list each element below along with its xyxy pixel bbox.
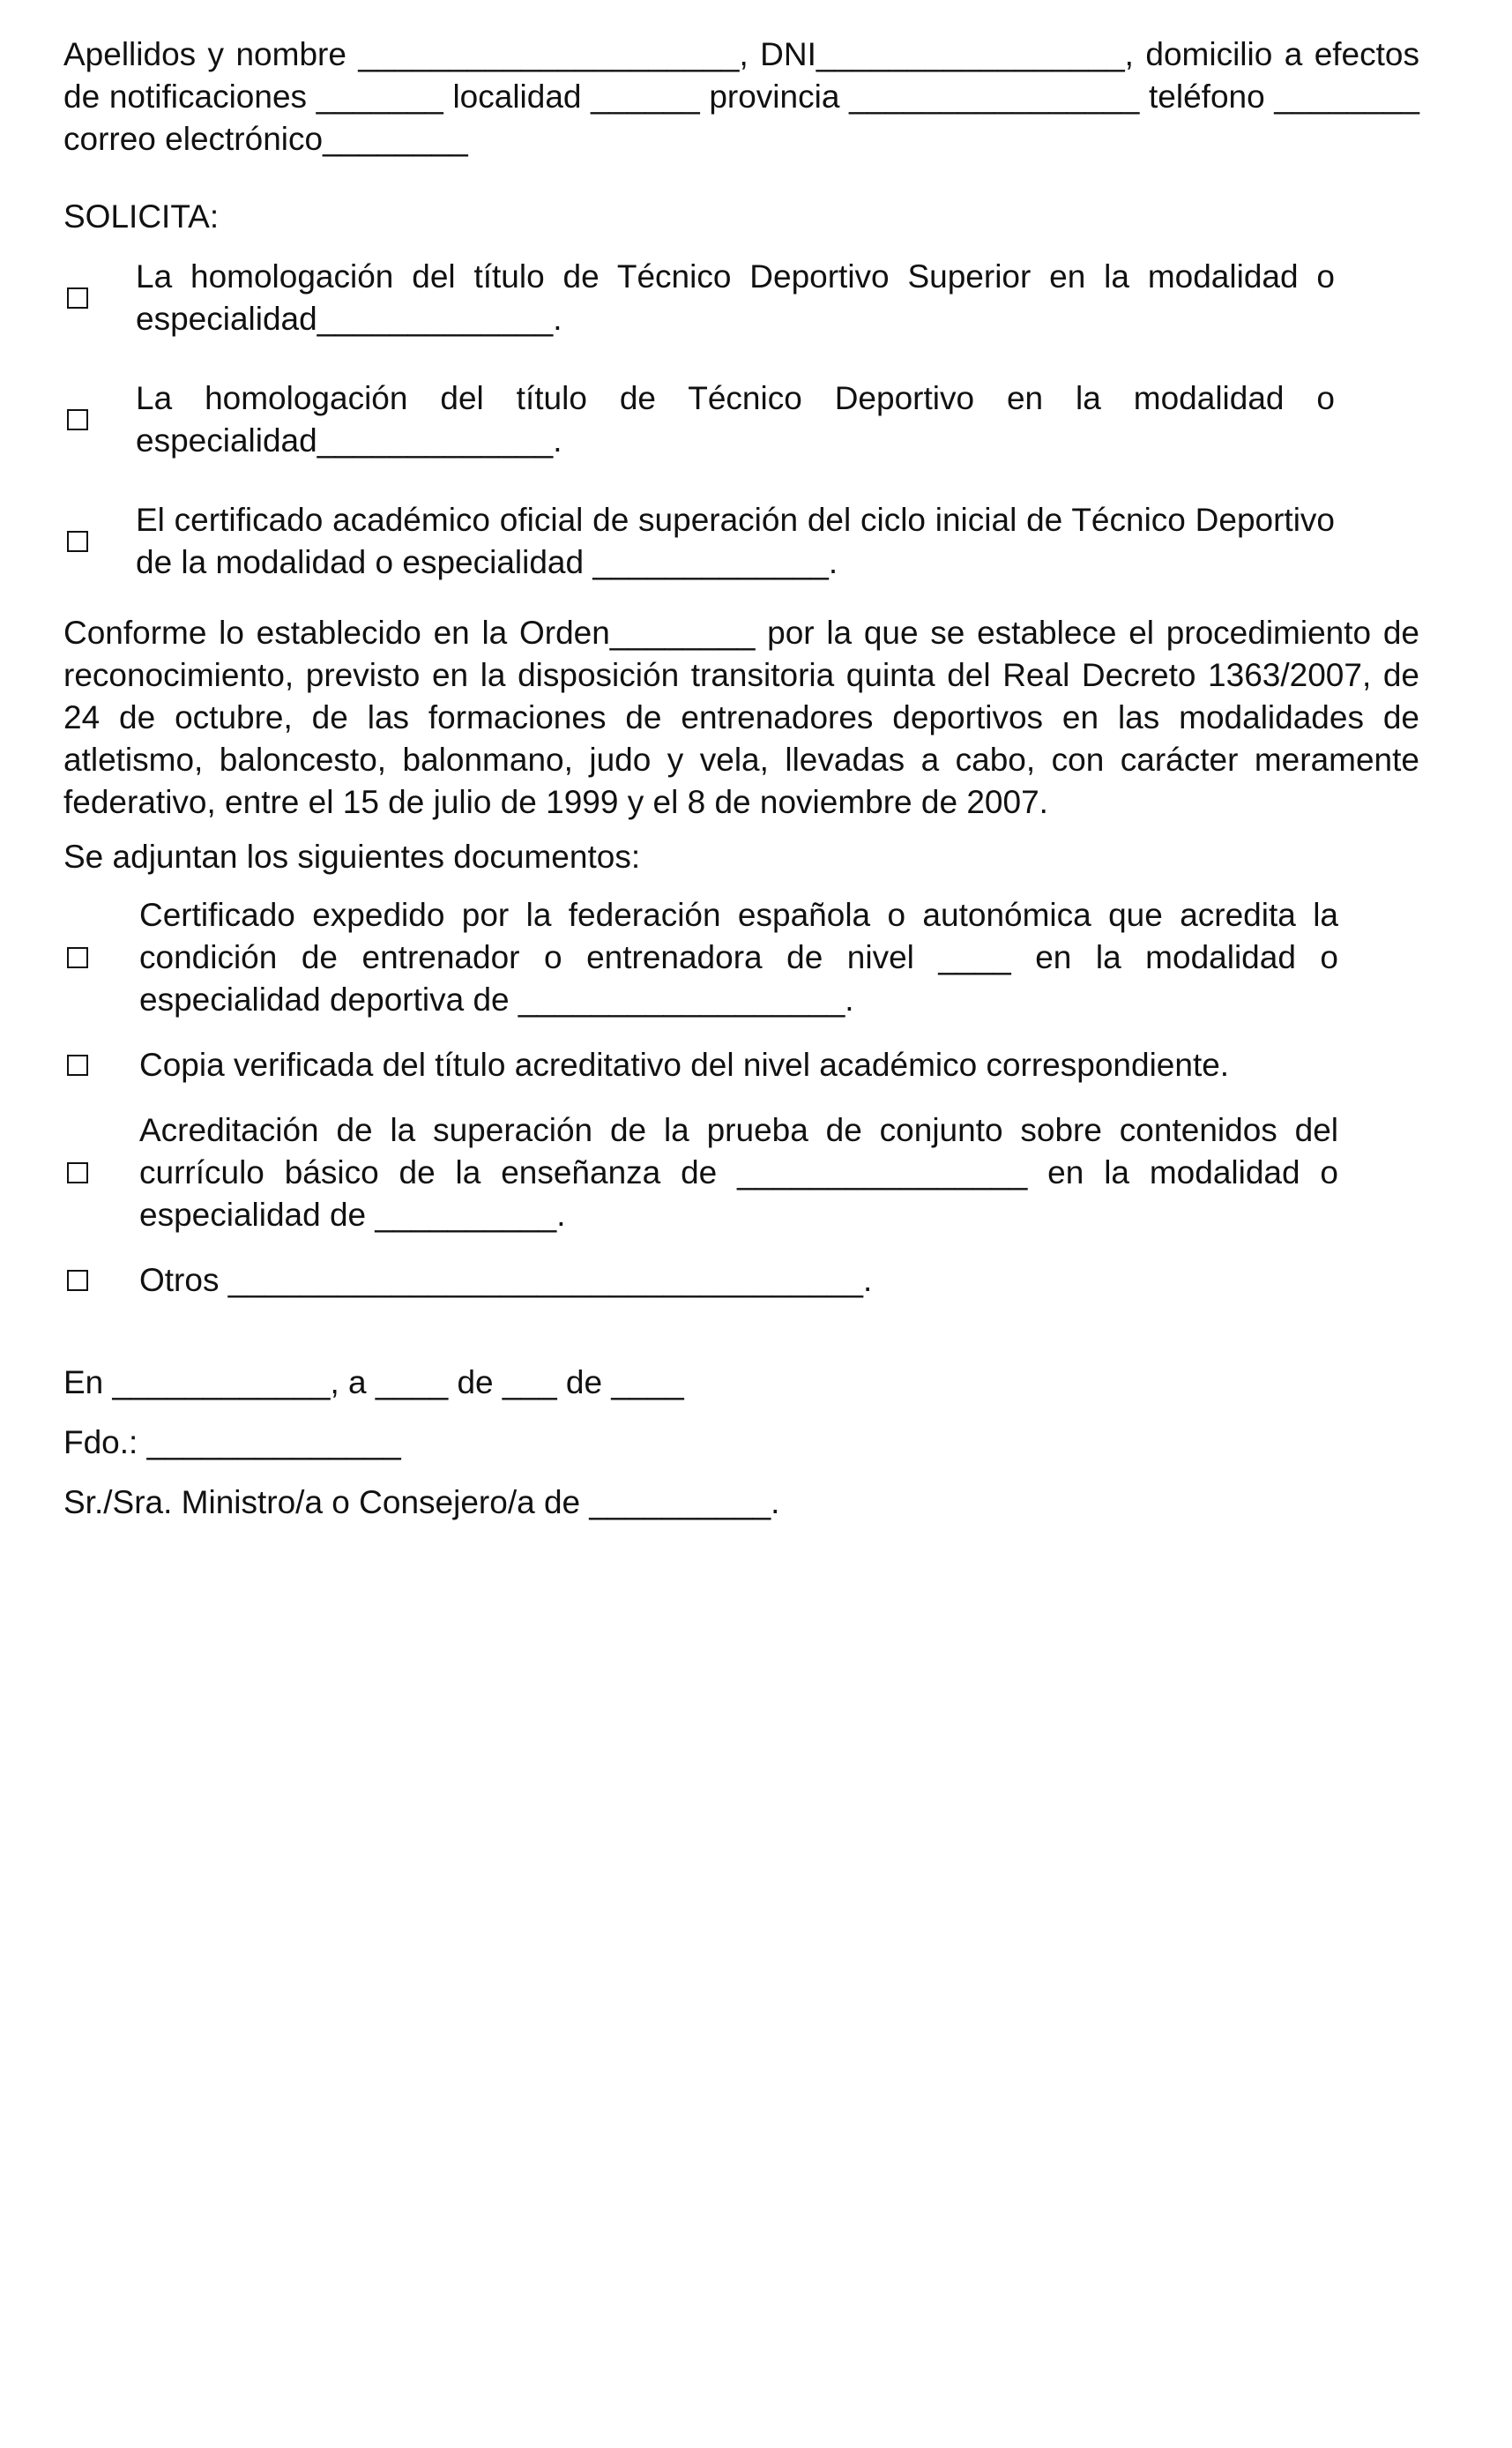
checkbox-icon[interactable]	[67, 409, 88, 430]
checkbox-icon[interactable]	[67, 1270, 88, 1291]
checkbox-icon[interactable]	[67, 1055, 88, 1076]
document-option-text: Certificado expedido por la federación española o autonómica que acredita la condición de entrenador o entrenadora de nivel ____ en la modalidad o especialidad deportiva de __________________.	[139, 897, 1338, 1018]
solicita-heading: SOLICITA:	[63, 198, 220, 235]
closing-section	[63, 1362, 1419, 1524]
document-option-text: Copia verificada del título acreditativo del nivel académico correspondiente.	[139, 1047, 1230, 1083]
document-option[interactable]	[63, 1259, 1419, 1302]
documents-list	[63, 894, 1419, 1302]
form-page	[63, 34, 1419, 1541]
solicita-option-text: La homologación del título de Técnico Deportivo en la modalidad o especialidad_____________.	[136, 380, 1335, 459]
document-option[interactable]	[63, 1109, 1419, 1236]
solicita-option[interactable]	[63, 377, 1419, 462]
solicita-option[interactable]	[63, 256, 1419, 340]
checkbox-icon[interactable]	[67, 947, 88, 968]
addressee-line: Sr./Sra. Ministro/a o Consejero/a de __________.	[63, 1484, 780, 1520]
documents-heading: Se adjuntan los siguientes documentos:	[63, 839, 641, 875]
signature-line: Fdo.: ______________	[63, 1424, 401, 1460]
solicita-option[interactable]	[63, 499, 1419, 584]
document-option-text: Otros ___________________________________.	[139, 1262, 873, 1298]
checkbox-icon[interactable]	[67, 531, 88, 552]
conforme-paragraph: Conforme lo establecido en la Orden________ por la que se establece el procedimiento de reconocimiento, previsto en la disposición transitoria quinta del Real Decreto 1363/2007, de 24 de octubre, de las formaciones de entrenadores deportivos en las modalidades de atletismo, baloncesto, balonmano, judo y vela, llevadas a cabo, con carácter meramente federativo, entre el 15 de julio de 1999 y el 8 de noviembre de 2007.	[63, 615, 1419, 820]
checkbox-icon[interactable]	[67, 287, 88, 309]
document-option[interactable]	[63, 894, 1419, 1021]
document-option[interactable]	[63, 1044, 1419, 1086]
solicita-option-text: La homologación del título de Técnico Deportivo Superior en la modalidad o especialidad_____________.	[136, 258, 1335, 337]
solicita-option-text: El certificado académico oficial de superación del ciclo inicial de Técnico Deportivo de la modalidad o especialidad _____________.	[136, 502, 1335, 580]
checkbox-icon[interactable]	[67, 1162, 88, 1183]
applicant-details: Apellidos y nombre _____________________, DNI_________________, domicilio a efectos de notificaciones _______ localidad ______ provincia ________________ teléfono ________ correo electrónico________	[63, 36, 1419, 157]
document-option-text: Acreditación de la superación de la prueba de conjunto sobre contenidos del currículo básico de la enseñanza de ________________ en la modalidad o especialidad de __________.	[139, 1112, 1338, 1233]
solicita-options	[63, 256, 1419, 584]
place-date-line: En ____________, a ____ de ___ de ____	[63, 1364, 684, 1400]
